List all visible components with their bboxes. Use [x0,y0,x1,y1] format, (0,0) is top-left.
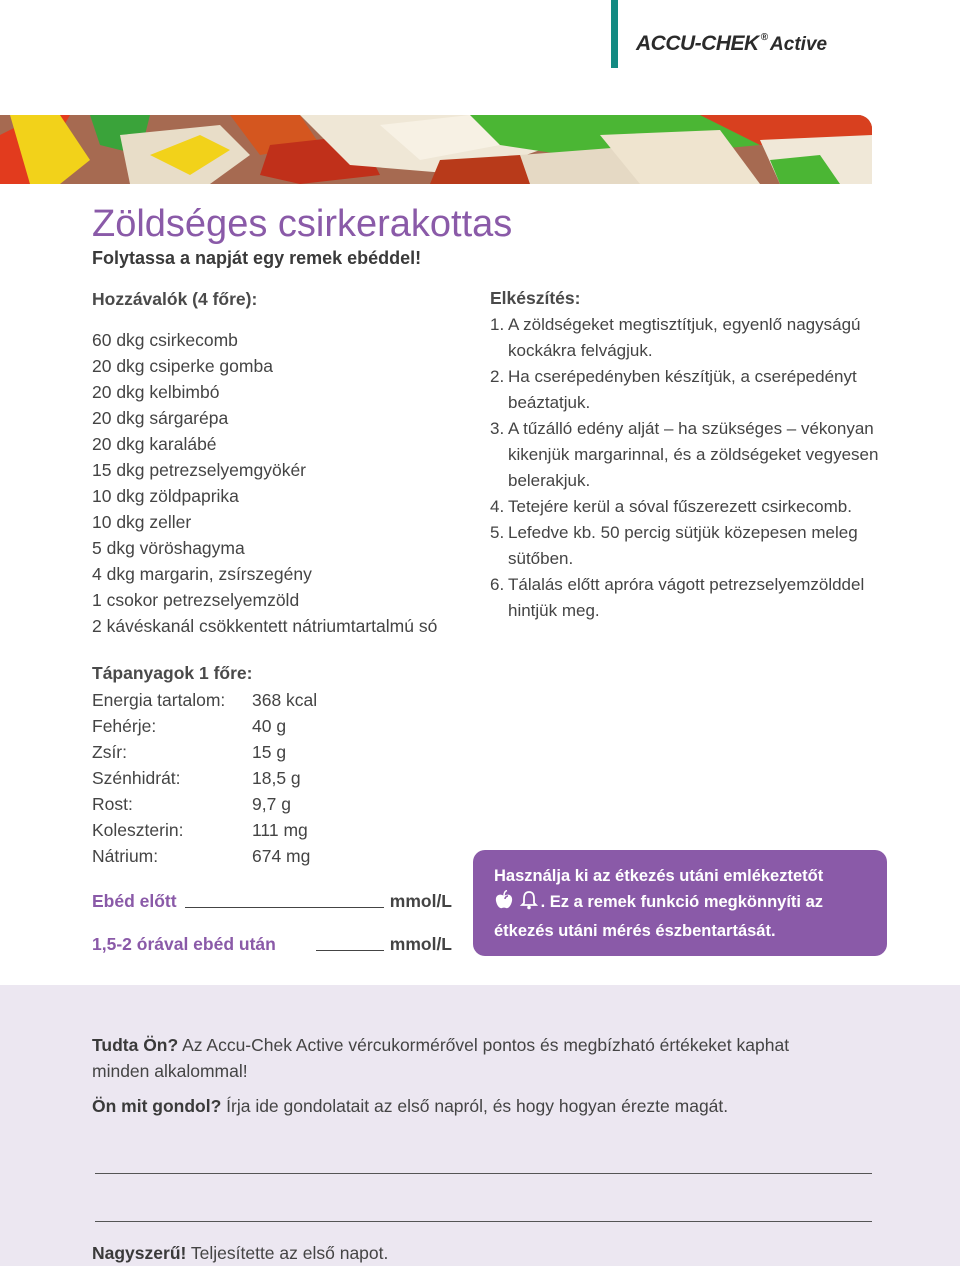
preparation-step [490,572,890,624]
brand-name: ACCU-CHEK [636,32,759,55]
nutrient-label: Rost: [92,794,133,814]
nutrient-value: 9,7 g [252,794,291,814]
measurement-after-unit: mmol/L [389,934,452,954]
measurement-before-lunch [92,891,452,912]
measurement-after-blank[interactable] [316,950,384,951]
great-text: Teljesítette az első napot. [186,1243,389,1263]
step-number: 4. [490,497,505,516]
preparation-step [490,364,890,416]
recipe-title: Zöldséges csirkerakottas [92,203,513,245]
step-text: A tűzálló edény alját – ha szükséges – vékonyan kikenjük margarinnal, és a zöldségeket vegyesen belerakjuk. [508,419,879,490]
nutrient-value: 674 mg [252,846,311,866]
footer-panel [0,985,960,1266]
writing-line[interactable] [95,1221,872,1222]
ingredient-item: 4 dkg margarin, zsírszegény [92,564,312,584]
reminder-icons [494,890,539,918]
did-you-know [92,1032,842,1084]
your-thoughts-text: Írja ide gondolatait az első napról, és hogy hogyan érezte magát. [221,1096,729,1116]
recipe-subtitle: Folytassa a napját egy remek ebéddel! [92,248,422,268]
ingredient-item: 20 dkg kelbimbó [92,382,220,402]
brand-product: Active [770,34,828,55]
nutrients-section [92,662,472,869]
bell-icon [519,890,539,910]
ingredient-item: 10 dkg zeller [92,512,192,532]
ingredient-item: 10 dkg zöldpaprika [92,486,239,506]
nutrient-value: 18,5 g [252,768,301,788]
measurement-after-lunch [92,934,452,955]
brand-registered-mark: ® [760,32,769,43]
writing-line[interactable] [95,1173,872,1174]
ingredient-item: 1 csokor petrezselyemzöld [92,590,300,610]
nutrients-heading: Tápanyagok 1 főre: [92,663,253,683]
nutrient-label: Energia tartalom: [92,690,226,710]
reminder-line-2-text: . Ez a remek funkció megkönnyíti az [540,893,824,911]
ingredient-item: 20 dkg csiperke gomba [92,356,273,376]
ingredient-item: 15 dkg petrezselyemgyökér [92,460,306,480]
nutrient-row [92,817,472,843]
reminder-line-2 [494,889,869,918]
preparation-step [490,416,890,494]
nutrient-row [92,713,472,739]
your-thoughts [92,1093,842,1119]
ingredient-item: 20 dkg sárgarépa [92,408,229,428]
measurement-before-label: Ebéd előtt [92,891,177,911]
reminder-line-3: étkezés utáni mérés észbentartását. [494,922,776,940]
great-label: Nagyszerű! [92,1243,187,1263]
ingredient-item: 20 dkg karalábé [92,434,217,454]
step-number: 6. [490,575,505,594]
apple-icon [494,890,514,910]
ingredients-list [92,327,472,639]
step-number: 2. [490,367,505,386]
reminder-line-1: Használja ki az étkezés utáni emlékeztetőt [494,867,824,885]
nutrient-value: 40 g [252,716,287,736]
preparation-step [490,312,890,364]
ingredients-heading: Hozzávalók (4 főre): [92,289,258,309]
step-number: 5. [490,523,505,542]
nutrient-label: Nátrium: [92,846,159,866]
nutrient-value: 15 g [252,742,287,762]
preparation-steps [490,312,890,624]
step-text: Lefedve kb. 50 percig sütjük közepesen meleg sütőben. [508,523,858,568]
step-number: 3. [490,419,505,438]
preparation-step [490,520,890,572]
ingredient-item: 2 kávéskanál csökkentett nátriumtartalmú só [92,616,438,636]
reminder-callout [473,850,887,956]
step-text: Ha cserépedényben készítjük, a cserépedényt beáztatjuk. [508,367,857,412]
nutrient-label: Koleszterin: [92,820,184,840]
nutrient-row [92,791,472,817]
nutrient-row [92,843,472,869]
preparation-step [490,494,890,520]
brand-accent-bar [611,0,618,68]
measurement-before-unit: mmol/L [389,891,452,911]
preparation-section [490,287,890,624]
food-banner-image [0,115,872,184]
nutrient-row [92,739,472,765]
measurement-before-blank[interactable] [185,907,384,908]
step-text: Tetejére kerül a sóval fűszerezett csirkecomb. [508,497,852,516]
nutrient-value: 111 mg [252,820,308,840]
did-you-know-label: Tudta Ön? [92,1035,179,1055]
nutrient-row [92,765,472,791]
step-number: 1. [490,315,505,334]
nutrient-value: 368 kcal [252,690,318,710]
nutrient-label: Szénhidrát: [92,768,181,788]
ingredient-item: 60 dkg csirkecomb [92,330,238,350]
step-text: A zöldségeket megtisztítjuk, egyenlő nagyságú kockákra felvágjuk. [508,315,861,360]
did-you-know-text: Az Accu-Chek Active vércukormérővel pontos és megbízható értékeket kaphat minden alkalommal! [92,1035,790,1081]
ingredient-item: 5 dkg vöröshagyma [92,538,245,558]
step-text: Tálalás előtt apróra vágott petrezselyemzölddel hintjük meg. [508,575,865,620]
nutrient-row [92,687,472,713]
measurement-after-label: 1,5-2 órával ebéd után [92,934,276,954]
nutrient-label: Zsír: [92,742,127,762]
ingredients-section [92,289,472,639]
preparation-heading: Elkészítés: [490,288,581,308]
nutrient-label: Fehérje: [92,716,157,736]
your-thoughts-label: Ön mit gondol? [92,1096,222,1116]
great-message [92,1240,842,1266]
brand-logo [636,32,827,56]
